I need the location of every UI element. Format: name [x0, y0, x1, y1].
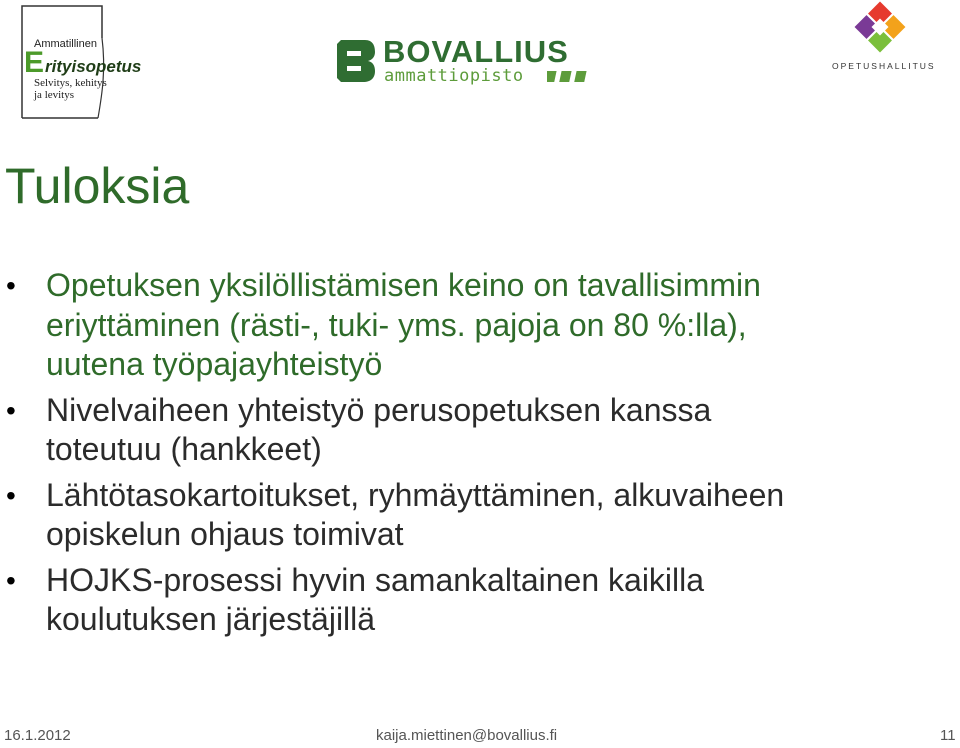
- bovallius-blocks-icon: [547, 69, 595, 83]
- oph-diamond-icon: [826, 0, 936, 60]
- bullet-line: HOJKS-prosessi hyvin samankaltainen kaikilla: [46, 561, 705, 598]
- bullet-item: [0, 476, 940, 555]
- bovallius-name: BOVALLIUS: [383, 34, 569, 69]
- bullet-line: koulutuksen järjestäjillä: [46, 601, 376, 637]
- logo-line1: Ammatillinen: [34, 38, 97, 50]
- bovallius-logo: [335, 36, 605, 88]
- bullet-dot-icon: •: [6, 479, 16, 511]
- bullet-dot-icon: •: [6, 270, 16, 301]
- bullet-line: opiskelun ohjaus toimivat: [46, 516, 404, 552]
- bullet-line: toteutuu (hankkeet): [46, 431, 322, 467]
- bullet-item: [0, 561, 940, 640]
- bullet-line: Lähtötasokartoitukset, ryhmäyttäminen, alkuvaiheen: [46, 476, 785, 513]
- footer-date: 16.1.2012: [4, 727, 71, 744]
- bovallius-sub: ammattiopisto: [384, 66, 524, 86]
- footer-email: kaija.miettinen@bovallius.fi: [376, 727, 558, 744]
- logo-word-rest: rityisopetus: [45, 57, 142, 76]
- bovallius-mark-icon: [335, 38, 375, 84]
- bullet-dot-icon: •: [6, 564, 16, 596]
- bullet-list: [0, 266, 940, 646]
- bullet-item: [0, 266, 940, 385]
- logo-sub2: ja levitys: [34, 89, 75, 101]
- slide-title: Tuloksia: [5, 158, 190, 214]
- opetushallitus-logo: [826, 0, 936, 80]
- logo-sub1: Selvitys, kehitys: [34, 77, 107, 89]
- bullet-item: [0, 391, 940, 470]
- bullet-line: eriyttäminen (rästi-, tuki- yms. pajoja on 80 %:lla),: [46, 306, 747, 343]
- bullet-line: uutena työpajayhteistyö: [46, 346, 383, 382]
- bullet-line: Opetuksen yksilöllistämisen keino on tavallisimmin: [46, 267, 761, 303]
- logo-wordmark: [24, 48, 141, 78]
- erityisopetus-logo: [10, 0, 142, 120]
- bullet-line: Nivelvaiheen yhteistyö perusopetuksen kanssa: [46, 391, 712, 428]
- bullet-dot-icon: •: [6, 394, 16, 426]
- logo-initial: E: [24, 46, 45, 79]
- footer-page-number: 11: [940, 727, 956, 744]
- oph-name: OPETUSHALLITUS: [832, 61, 936, 71]
